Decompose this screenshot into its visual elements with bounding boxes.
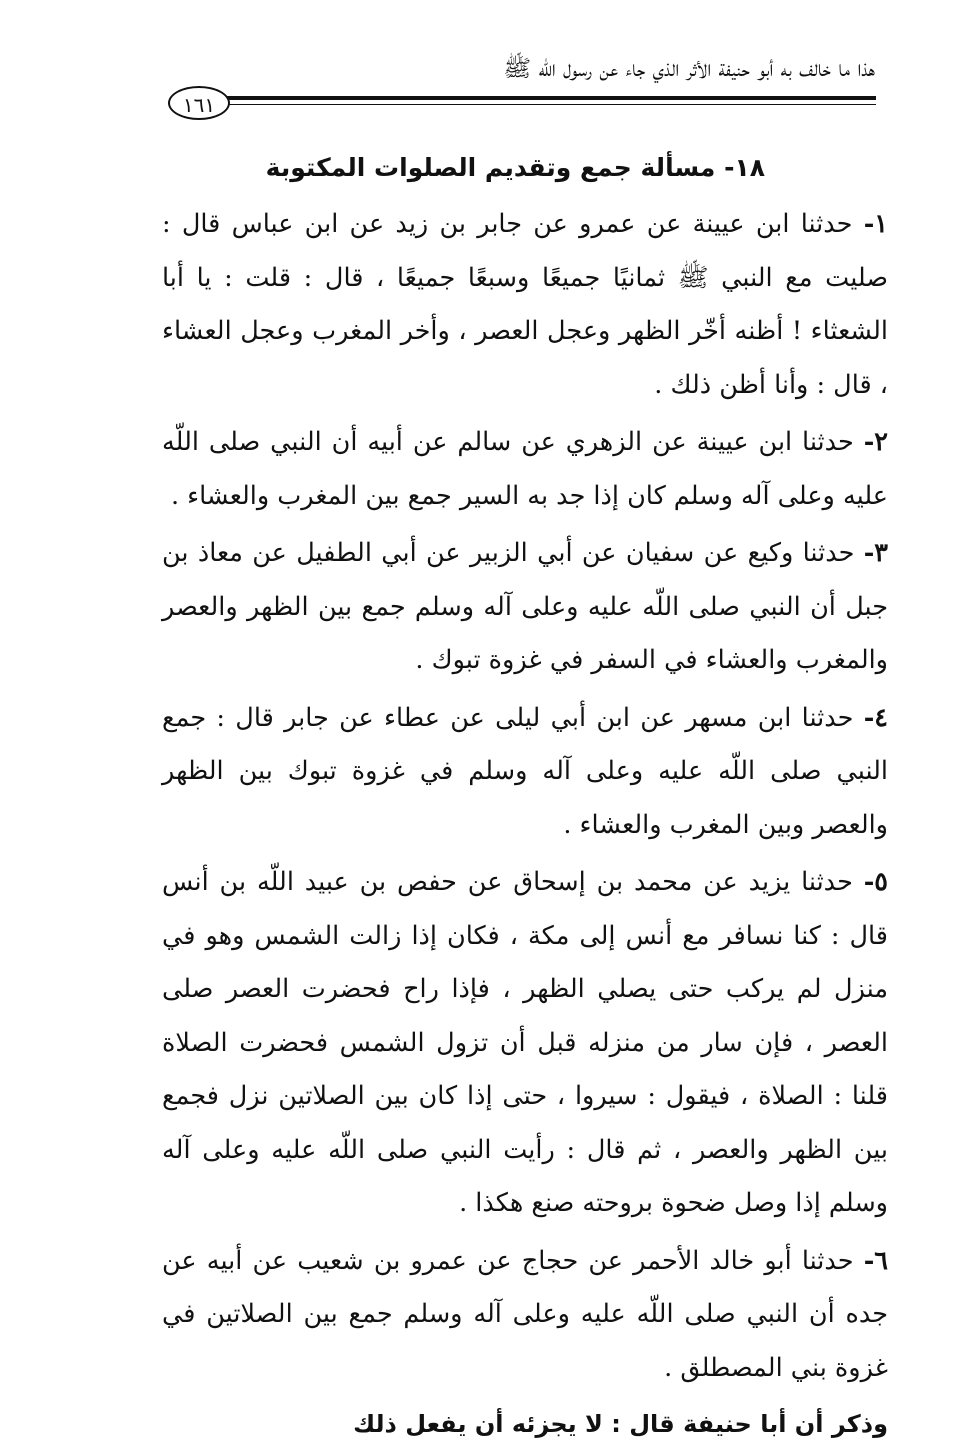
hadith-number: ١- — [863, 209, 888, 239]
body-text — [162, 198, 888, 1449]
hadith-paragraph-1 — [162, 198, 888, 412]
hadith-text: حدثنا ابن عيينة عن عمرو عن جابر بن زيد عن ابن عباس قال : صليت مع النبي ﷺ ثمانيًا جميعًا وسبعًا جميعًا ، قال : قلت : يا أبا الشعثاء ! أظنه أخّر الظهر وعجل العصر ، وأخر المغرب وعجل العشاء ، قال : وأنا أظن ذلك . — [162, 209, 888, 400]
hadith-number: ٣- — [863, 538, 888, 568]
hadith-text: حدثنا ابن عيينة عن الزهري عن سالم عن أبيه أن النبي صلى اللّه عليه وعلى آله وسلم كان إذا جد به السير جمع بين المغرب والعشاء . — [162, 427, 888, 511]
closing-statement: وذكر أن أبا حنيفة قال : لا يجزئه أن يفعل ذلك — [353, 1410, 888, 1438]
hadith-text: حدثنا ابن مسهر عن ابن أبي ليلى عن عطاء عن جابر قال : جمع النبي صلى اللّه عليه وعلى آله وسلم في غزوة تبوك بين الظهر والعصر وبين المغرب والعشاء . — [162, 702, 888, 840]
hadith-number: ٢- — [863, 427, 888, 457]
header-rule — [226, 96, 876, 100]
hadith-paragraph-5 — [162, 856, 888, 1231]
page-number: ١٦١ — [168, 86, 230, 120]
hadith-text: حدثنا يزيد عن محمد بن إسحاق عن حفص بن عبيد اللّه بن أنس قال : كنا نسافر مع أنس إلى مكة ، فكان إذا زالت الشمس وهو في منزل لم يركب حتى يصلي الظهر ، فإذا راح فحضرت العصر صلى العصر ، فإن سار من منزله قبل أن تزول الشمس فحضرت الصلاة قلنا : الصلاة ، فيقول : سيروا ، حتى إذا كان بين الصلاتين نزل فجمع بين الظهر والعصر ، ثم قال : رأيت النبي صلى اللّه عليه وعلى آله وسلم إذا وصل ضحوة بروحته صنع هكذا . — [162, 867, 888, 1218]
hadith-text: حدثنا وكيع عن سفيان عن أبي الزبير عن أبي الطفيل عن معاذ بن جبل أن النبي صلى اللّه عليه وعلى آله وسلم جمع بين الظهر والعصر والمغرب والعشاء في السفر في غزوة تبوك . — [162, 538, 888, 675]
hadith-text: حدثنا أبو خالد الأحمر عن حجاج عن عمرو بن شعيب عن أبيه عن جده أن النبي صلى اللّه عليه وعلى آله وسلم جمع بين الصلاتين في غزوة بني المصطلق . — [162, 1245, 888, 1383]
hadith-paragraph-3 — [162, 527, 888, 688]
section-title: ١٨- مسألة جمع وتقديم الصلوات المكتوبة — [265, 153, 765, 182]
hadith-number: ٦- — [863, 1245, 888, 1276]
running-header: هذا ما خالف به أبو حنيفة الأثر الذي جاء عن رسول الله ﷺ — [503, 56, 875, 82]
hadith-paragraph-6 — [162, 1235, 888, 1396]
hadith-number: ٥- — [863, 867, 888, 897]
hadith-paragraph-2 — [162, 416, 888, 523]
hadith-number: ٤- — [863, 702, 888, 733]
header-rule-thin — [226, 104, 876, 105]
hadith-paragraph-4 — [162, 692, 888, 853]
